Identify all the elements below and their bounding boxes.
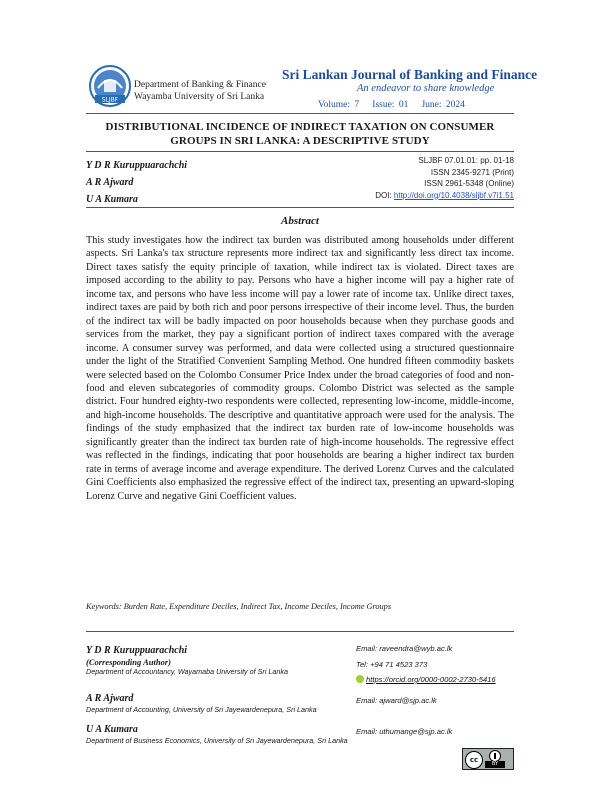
keywords: Keywords: Burden Rate, Expenditure Deciles, Indirect Tax, Income Deciles, Income Groups <box>86 602 392 611</box>
author-list <box>86 157 187 208</box>
journal-title: Sri Lankan Journal of Banking and Finance <box>282 67 538 82</box>
corresponding-author-label: (Corresponding Author) <box>86 657 171 667</box>
journal-tagline: An endeavor to share knowledge <box>357 83 495 94</box>
orcid-icon <box>356 675 364 683</box>
volume: Volume: 7 <box>318 100 360 110</box>
logo-text: SLJBF <box>101 96 119 104</box>
title-divider <box>86 151 514 152</box>
department-name: Department of Banking & Finance <box>134 80 266 90</box>
cc-by-license-badge <box>462 748 514 770</box>
issue: Issue: 01 <box>372 100 409 110</box>
authors-divider <box>86 207 514 208</box>
author-email: Email: uthumange@sjp.ac.lk <box>356 727 453 736</box>
volume-info <box>318 100 465 110</box>
keywords-divider <box>86 631 514 632</box>
header-divider <box>86 113 514 114</box>
author-email: Email: ajward@sjp.ac.lk <box>356 696 437 705</box>
abstract-heading: Abstract <box>281 215 319 227</box>
sljbf-logo <box>88 64 132 108</box>
author-name: Y D R Kuruppuarachchi <box>86 160 188 171</box>
orcid <box>356 675 496 684</box>
author-department: Department of Accounting, University of Sri Jayewardenepura, Sri Lanka <box>86 705 317 714</box>
university-name: Wayamba University of Sri Lanka <box>134 92 265 102</box>
author-detail-2 <box>86 692 317 715</box>
author-department: Department of Accountancy, Wayamaba University of Sri Lanka <box>86 667 289 676</box>
article-references <box>375 155 514 201</box>
cc-icon: cc <box>465 751 483 769</box>
author-detail-3 <box>86 723 348 746</box>
issn-print: ISSN 2345-9271 (Print) <box>430 167 514 177</box>
issn-online: ISSN 2961-5348 (Online) <box>424 179 514 188</box>
abstract-text: This study investigates how the indirect tax burden was distributed among households under different aspects. Sri Lanka's tax structure represents more indirect tax and significantly less direct tax income. Direct taxes satisfy the equity principle of taxation, while indirect tax is violated. Direct taxes are imposed according to the ability to pay. Persons who have a higher income will pay a higher rate of income tax, and persons who have less income will pay a lower rate of income tax. Unlike direct taxes, indirect taxes are paid by both rich and poor persons irrespective of their income level. Thus, the burden of the indirect tax will be badly impacted on poor households because when they purchase goods and services from the market, they pay a significant portion of indirect taxes compared with the average income. A consumer survey was performed, and data were collected using a structured questionnaire under the light of the Stratified Convenient Sampling Method. One hundred fifteen commodity baskets were selected based on the Colombo Consumer Price Index under the broad categories of food and non-food and eleven subcategories of commodity groups. Colombo District was selected as the sample district. Four hundred eighty-two respondents were collected, representing low-income, middle-income, and high-income households. The descriptive and quantitative approach were used for the analysis. The findings of the study emphasized that the indirect tax burden rate of low-income households was significantly greater than the indirect tax burden rate of high-income households. The regressive effect was reflected in the findings, indicating that poor households are bearing a higher indirect tax burden rate in terms of average income and average expenditure. The derived Lorenz Curves and the calculated Gini Coefficients also emphasized the regressive effect of the indirect tax, presenting an upward-sloping Lorenz Curve and negative Gini Coefficient values. <box>86 235 514 502</box>
by-label: BY <box>485 761 505 768</box>
author-detail-name: A R Ajward <box>86 693 134 704</box>
issue-date: June: 2024 <box>421 100 465 110</box>
author-department: Department of Business Economics, University of Sri Jayewardenepura, Sri Lanka <box>86 736 348 745</box>
author-name: U A Kumara <box>86 194 138 205</box>
author-detail-name: U A Kumara <box>86 724 138 735</box>
author-detail-1 <box>86 644 288 677</box>
article-title: DISTRIBUTIONAL INCIDENCE OF INDIRECT TAXATION ON CONSUMER GROUPS IN SRI LANKA: A DESCRIPTIVE STUDY <box>105 121 495 147</box>
doi-link[interactable]: http://doi.org/10.4038/sljbf.v7i1.51 <box>393 190 514 200</box>
author-name: A R Ajward <box>86 177 134 188</box>
author-detail-name: Y D R Kuruppuarachchi <box>86 645 188 656</box>
department-block <box>134 79 266 103</box>
author-phone: Tel: +94 71 4523 373 <box>356 660 428 669</box>
orcid-link[interactable]: https://orcid.org/0000-0002-2730-5416 <box>366 675 496 684</box>
doi <box>375 190 514 202</box>
author-email: Email: raveendra@wyb.ac.lk <box>356 644 453 653</box>
page-reference: SLJBF 07.01.01: pp. 01-18 <box>418 156 514 165</box>
doi-label: DOI: <box>375 190 394 200</box>
